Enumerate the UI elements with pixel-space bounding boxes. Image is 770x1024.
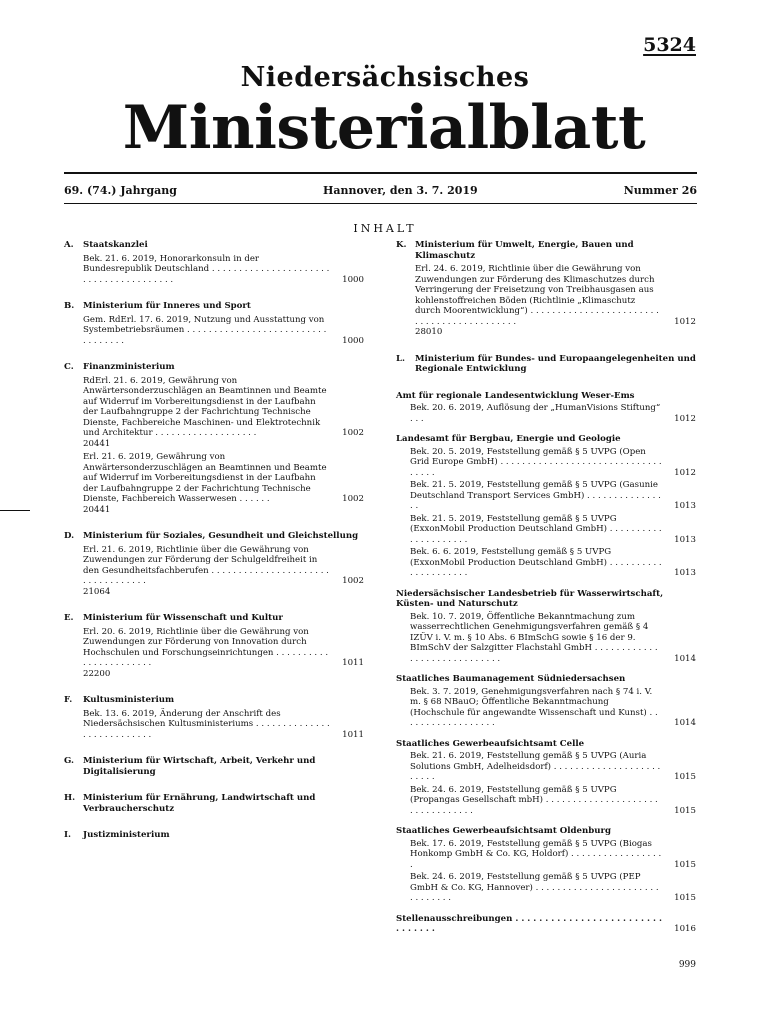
margin-mark xyxy=(0,510,30,511)
toc-section xyxy=(64,830,364,841)
toc-heading: INHALT xyxy=(353,222,417,235)
toc-left-column xyxy=(64,240,364,857)
subsection-title: Landesamt für Bergbau, Energie und Geologie xyxy=(396,434,621,444)
section-letter: L. xyxy=(396,353,406,364)
toc-subsection xyxy=(396,674,696,729)
toc-subsection xyxy=(396,434,696,579)
entry-gliederungsnummer: 20441 xyxy=(83,438,111,449)
entry-text xyxy=(83,254,330,286)
entry-page-number: 1012 xyxy=(674,467,696,478)
toc-entry xyxy=(410,547,696,579)
entry-page-number: 1013 xyxy=(674,568,696,578)
section-title: Staatskanzlei xyxy=(83,240,148,250)
subsection-title: Staatliches Gewerbeaufsichtsamt Celle xyxy=(396,738,585,749)
section-heading xyxy=(64,695,364,706)
entry-page-number: 1000 xyxy=(342,335,364,346)
section-letter: I. xyxy=(64,830,72,840)
entry-description: RdErl. 21. 6. 2019, Gewährung von Anwärtersonderzuschlägen an Beamtinnen und Beamte auf Widerruf im Vorbereitungsdienst in der Laufbahn der Laufbahngruppe 2 der Fachrichtung Technische Dienste, Fachbereiche Maschinen- und Elektrotechnik und Architektur . . . . . . . . . . . . . . . . . . . xyxy=(83,375,327,438)
entry-description: Bek. 6. 6. 2019, Feststellung gemäß § 5 UVPG (ExxonMobil Production Deutschland GmbH) . . . . . . . . . . . . . . . . . . . . . xyxy=(410,547,662,578)
toc-section xyxy=(396,354,696,375)
entry-page-number: 1012 xyxy=(674,413,696,424)
section-title: Ministerium für Bundes- und Europaangelegenheiten und Regionale Entwicklung xyxy=(415,353,696,374)
toc-right-column xyxy=(396,240,696,935)
entry-page-number: 1002 xyxy=(342,428,364,438)
section-letter: K. xyxy=(396,240,407,250)
stellenausschreibungen-entry xyxy=(396,914,696,935)
toc-section xyxy=(64,362,364,515)
toc-entry xyxy=(410,785,696,817)
entry-gliederungsnummer: 22200 xyxy=(83,668,111,679)
section-title: Ministerium für Wissenschaft und Kultur xyxy=(83,613,283,623)
toc-entry xyxy=(83,627,364,680)
toc-subsection xyxy=(396,739,696,817)
toc-entry xyxy=(83,376,364,450)
toc-entry xyxy=(410,514,696,546)
toc-section xyxy=(64,240,364,285)
entry-description: Erl. 21. 6. 2019, Richtlinie über die Gewährung von Zuwendungen zur Förderung der Schulgeldfreiheit in den Gesundheitsfachberufen . . . . . . . . . . . . . . . . . . . . . . . . . . . . . . . . . . xyxy=(83,544,329,586)
subsection-title: Amt für regionale Landesentwicklung Weser-Ems xyxy=(396,390,635,401)
entry-page-number: 1015 xyxy=(674,772,696,782)
subsection-title: Staatliches Gewerbeaufsichtsamt Oldenburg xyxy=(396,826,612,836)
section-title: Finanzministerium xyxy=(83,362,175,372)
section-letter: H. xyxy=(64,793,76,803)
masthead-rule xyxy=(64,172,697,174)
toc-subsection xyxy=(396,391,696,425)
section-letter: E. xyxy=(64,613,74,623)
entry-description: Bek. 24. 6. 2019, Feststellung gemäß § 5 UVPG (Propangas Gesellschaft mbH) . . . . . . . . . . . . . . . . . . . . . . . . . . . . . . . . . xyxy=(410,784,658,816)
subsection-title: Staatliches Baumanagement Südniedersachsen xyxy=(396,674,626,684)
entry-text xyxy=(83,376,330,450)
section-heading xyxy=(64,240,364,251)
entry-page-number: 1011 xyxy=(342,729,364,740)
toc-entry xyxy=(410,447,696,479)
entry-page-number: 1013 xyxy=(674,534,696,545)
toc-entry xyxy=(410,751,696,783)
entry-description: Stellenausschreibungen . . . . . . . . . . . . . . . . . . . . . . . . . . . . . . . . xyxy=(396,913,662,934)
toc-entry xyxy=(83,545,364,598)
toc-section xyxy=(396,240,696,338)
section-letter: A. xyxy=(64,240,74,250)
section-letter: B. xyxy=(64,301,75,311)
footer-page-number: 999 xyxy=(678,960,696,970)
entry-page-number: 1014 xyxy=(674,653,696,664)
toc-subsection xyxy=(396,826,696,904)
section-title: Ministerium für Umwelt, Energie, Bauen und Klimaschutz xyxy=(415,240,634,261)
toc-section xyxy=(64,756,364,777)
entry-text xyxy=(415,264,662,338)
entry-page-number: 1015 xyxy=(674,859,696,870)
section-heading xyxy=(64,613,364,624)
toc-section xyxy=(64,613,364,679)
entry-description: Bek. 13. 6. 2019, Änderung der Anschrift des Niedersächsischen Kultusministeriums . . . . . . . . . . . . . . . . . . . . . . . . . . . xyxy=(83,708,330,740)
section-heading xyxy=(64,756,364,777)
entry-text xyxy=(83,315,330,347)
section-letter: F. xyxy=(64,695,73,705)
entry-description: Bek. 10. 7. 2019, Öffentliche Bekanntmachung zum wasserrechtlichen Genehmigungsverfahren gemäß § 4 IZÜV i. V. m. § 10 Abs. 6 BImSchG sowie § 16 der 9. BImSchV der Salzgitter Flachstahl GmbH . . . . . . . . . . . . . . . . . . . . . . . . . . . . . xyxy=(410,611,658,664)
meta-rule xyxy=(64,203,697,204)
entry-description: Bek. 24. 6. 2019, Feststellung gemäß § 5 UVPG (PEP GmbH & Co. KG, Hannover) . . . . . . . . . . . . . . . . . . . . . . . . . . . . . . . xyxy=(410,872,659,903)
masthead-top: Niedersächsisches xyxy=(240,62,530,93)
section-heading xyxy=(64,830,364,841)
entry-page-number: 1011 xyxy=(342,658,364,668)
volume: 69. (74.) Jahrgang xyxy=(64,184,177,197)
section-letter: D. xyxy=(64,531,75,541)
toc-section xyxy=(64,793,364,814)
section-letter: C. xyxy=(64,362,74,372)
entry-page-number: 1012 xyxy=(674,316,696,327)
section-heading xyxy=(64,362,364,373)
toc-entry xyxy=(83,254,364,286)
section-title: Ministerium für Inneres und Sport xyxy=(83,301,251,311)
entry-text xyxy=(83,452,330,515)
toc-subsection xyxy=(396,589,696,665)
toc-entry xyxy=(83,452,364,515)
entry-description: Bek. 3. 7. 2019, Genehmigungsverfahren nach § 74 i. V. m. § 68 NBauO; Öffentliche Bekanntmachung (Hochschule für angewandte Wissenschaft und Kunst) . . . . . . . . . . . . . . . . . . xyxy=(410,686,658,728)
entry-page-number: 1002 xyxy=(342,576,364,586)
entry-description: Bek. 21. 5. 2019, Feststellung gemäß § 5 UVPG (ExxonMobil Production Deutschland GmbH) . . . . . . . . . . . . . . . . . . . . . xyxy=(410,513,662,545)
entry-text xyxy=(83,709,330,741)
toc-entry xyxy=(410,687,696,729)
entry-gliederungsnummer: 28010 xyxy=(415,327,443,337)
entry-description: Erl. 24. 6. 2019, Richtlinie über die Gewährung von Zuwendungen zur Förderung des Klimaschutzes durch Verringerung der Freisetzung von Treibhausgasen aus kohlenstoffreichen Böden (Richtlinie „Klimaschutz durch Moorentwicklung“) . . . . . . . . . . . . . . . . . . . . . . . . . . . . . . . . . . . . . . . . . . . xyxy=(415,264,659,327)
toc-entry xyxy=(410,480,696,512)
section-heading xyxy=(64,793,364,814)
entry-page-number: 1002 xyxy=(342,494,364,504)
entry-description: Bek. 21. 6. 2019, Feststellung gemäß § 5 UVPG (Auria Solutions GmbH, Adelheidsdorf) . . . . . . . . . . . . . . . . . . . . . . . . . xyxy=(410,751,661,782)
issue-number: Nummer 26 xyxy=(623,184,697,197)
section-title: Justizministerium xyxy=(83,830,170,840)
entry-text xyxy=(83,627,330,680)
place-date: Hannover, den 3. 7. 2019 xyxy=(323,184,478,197)
toc-entry xyxy=(415,264,696,338)
toc-section xyxy=(64,695,364,740)
entry-description: Bek. 21. 6. 2019, Honorarkonsuln in der Bundesrepublik Deutschland . . . . . . . . . . . . . . . . . . . . . . . . . . . . . . . . . . . . . . . xyxy=(83,253,330,285)
toc-entry xyxy=(83,709,364,741)
entry-description: Bek. 17. 6. 2019, Feststellung gemäß § 5 UVPG (Biogas Honkomp GmbH & Co. KG, Holdorf) . . . . . . . . . . . . . . . . . . xyxy=(410,838,662,870)
section-title: Kultusministerium xyxy=(83,695,175,705)
section-title: Ministerium für Soziales, Gesundheit und Gleichstellung xyxy=(83,531,359,541)
entry-description: Erl. 20. 6. 2019, Richtlinie über die Gewährung von Zuwendungen zur Förderung von Innovation durch Hochschulen und Forschungseinrichtungen . . . . . . . . . . . . . . . . . . . . . . . xyxy=(83,626,329,668)
toc-entry xyxy=(83,315,364,347)
toc-section xyxy=(64,531,364,597)
entry-gliederungsnummer: 20441 xyxy=(83,504,111,515)
toc-entry xyxy=(410,403,696,424)
section-heading xyxy=(396,240,696,261)
toc-entry xyxy=(410,612,696,665)
section-title: Ministerium für Ernährung, Landwirtschaft und Verbraucherschutz xyxy=(83,793,316,814)
entry-description: Bek. 20. 5. 2019, Feststellung gemäß § 5 UVPG (Open Grid Europe GmbH) . . . . . . . . . . . . . . . . . . . . . . . . . . . . . . . . . . . xyxy=(410,446,662,478)
entry-page-number: 1013 xyxy=(674,501,696,511)
entry-page-number: 1014 xyxy=(674,718,696,728)
entry-page-number: 1016 xyxy=(674,924,696,934)
masthead-main: Ministerialblatt xyxy=(122,93,646,163)
page-number: 5324 xyxy=(643,34,696,56)
entry-text xyxy=(83,545,330,598)
entry-page-number: 1000 xyxy=(342,274,364,285)
entry-description: Erl. 21. 6. 2019, Gewährung von Anwärtersonderzuschlägen an Beamtinnen und Beamte auf Widerruf im Vorbereitungsdienst in der Laufbahn der Laufbahngruppe 2 der Fachrichtung Technische Dienste, Fachbereich Wasserwesen . . . . . . xyxy=(83,452,327,504)
toc-section xyxy=(64,301,364,346)
entry-description: Gem. RdErl. 17. 6. 2019, Nutzung und Ausstattung von Systembetriebsräumen . . . . . . . . . . . . . . . . . . . . . . . . . . . . . . . . . . xyxy=(83,314,327,346)
entry-page-number: 1015 xyxy=(674,805,696,816)
entry-page-number: 1015 xyxy=(674,893,696,903)
entry-description: Bek. 21. 5. 2019, Feststellung gemäß § 5 UVPG (Gasunie Deutschland Transport Services GmbH) . . . . . . . . . . . . . . . . xyxy=(410,480,661,511)
meta-row xyxy=(64,184,697,197)
section-heading xyxy=(64,531,364,542)
section-title: Ministerium für Wirtschaft, Arbeit, Verkehr und Digitalisierung xyxy=(83,756,316,777)
subsection-title: Niedersächsischer Landesbetrieb für Wasserwirtschaft, Küsten- und Naturschutz xyxy=(396,588,664,609)
toc-entry xyxy=(410,872,696,904)
section-letter: G. xyxy=(64,756,75,766)
section-heading xyxy=(64,301,364,312)
entry-description: Bek. 20. 6. 2019, Auflösung der „HumanVisions Stiftung“ . . . xyxy=(410,403,661,424)
entry-gliederungsnummer: 21064 xyxy=(83,586,111,597)
section-heading xyxy=(396,354,696,375)
toc-entry xyxy=(410,839,696,871)
